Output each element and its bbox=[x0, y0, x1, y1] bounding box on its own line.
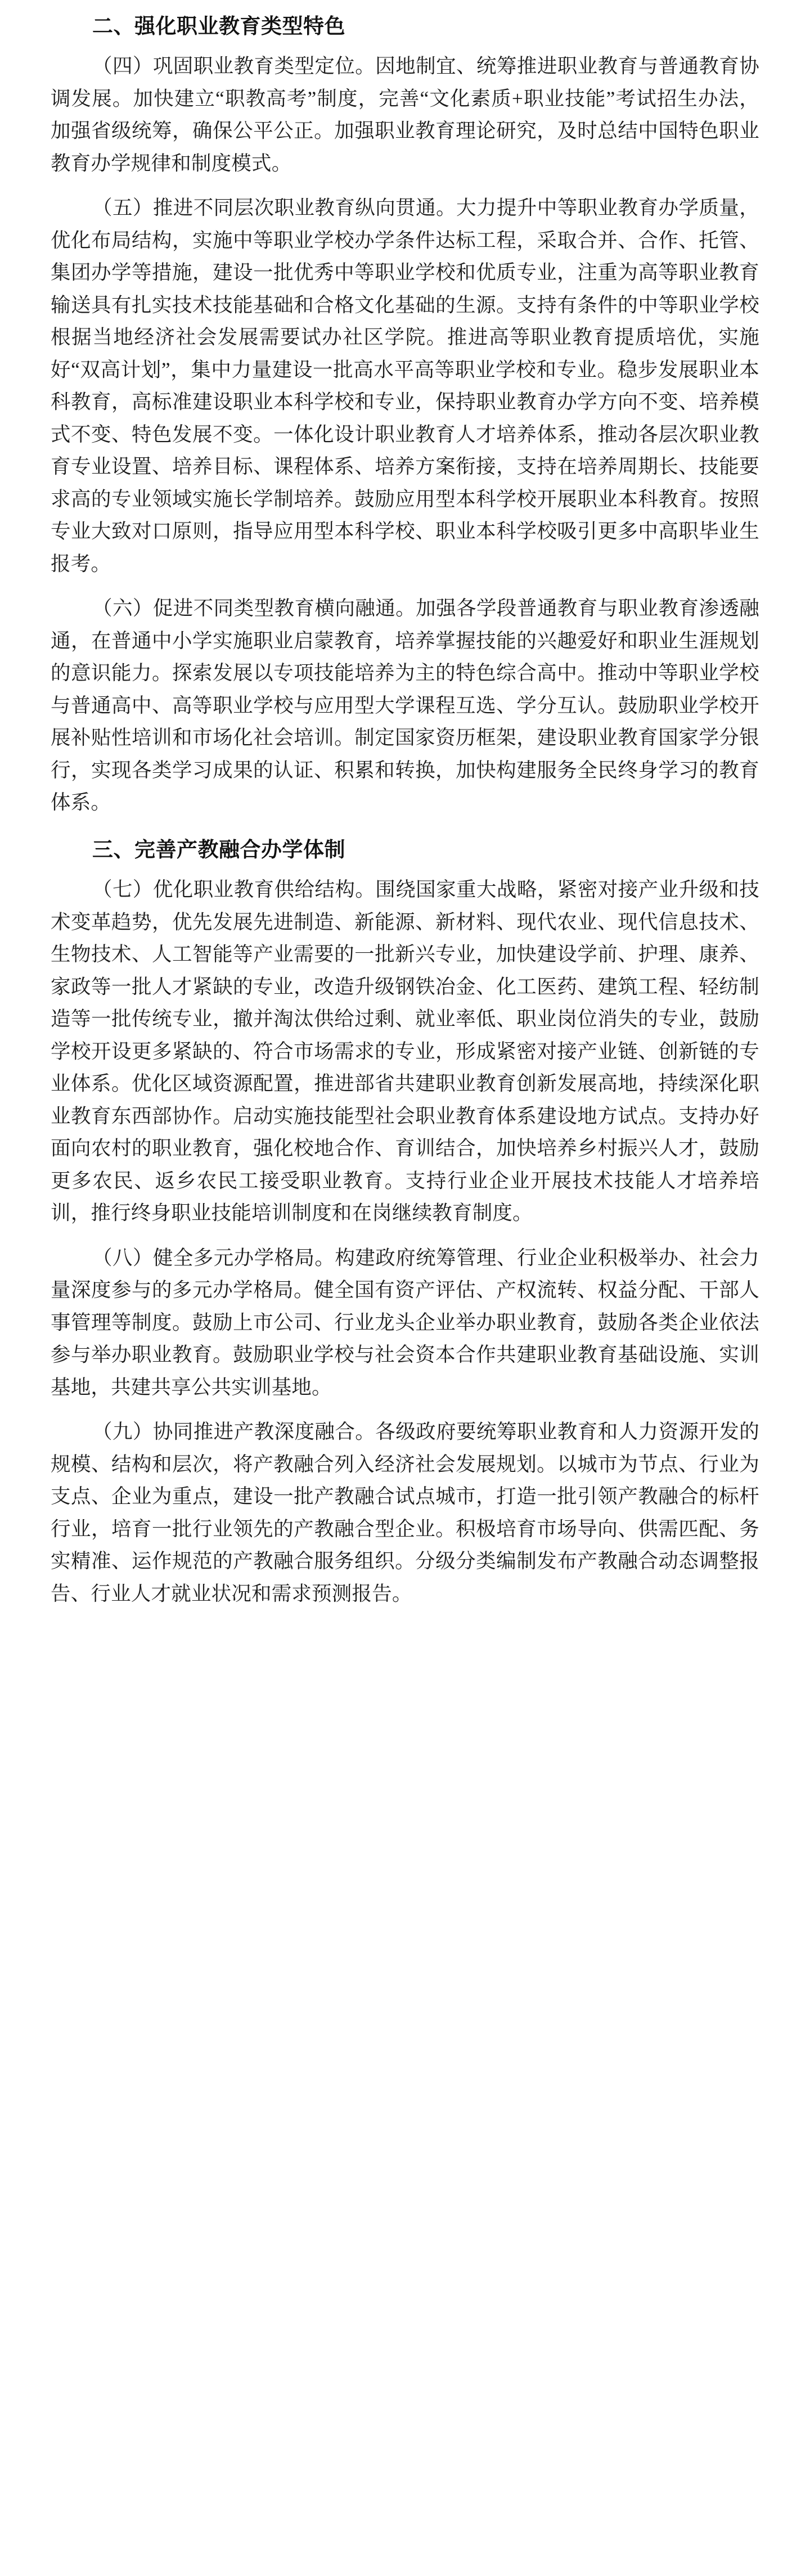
paragraph-7: （七）优化职业教育供给结构。围绕国家重大战略，紧密对接产业升级和技术变革趋势，优先发展先进制造、新能源、新材料、现代农业、现代信息技术、生物技术、人工智能等产业需要的一批新兴专业，加快建设学前、护理、康养、家政等一批人才紧缺的专业，改造升级钢铁冶金、化工医药、建筑工程、轻纺制造等一批传统专业，撤并淘汰供给过剩、就业率低、职业岗位消失的专业，鼓励学校开设更多紧缺的、符合市场需求的专业，形成紧密对接产业链、创新链的专业体系。优化区域资源配置，推进部省共建职业教育创新发展高地，持续深化职业教育东西部协作。启动实施技能型社会职业教育体系建设地方试点。支持办好面向农村的职业教育，强化校地合作、育训结合，加快培养乡村振兴人才，鼓励更多农民、返乡农民工接受职业教育。支持行业企业开展技术技能人才培养培训，推行终身职业技能培训制度和在岗继续教育制度。 bbox=[51, 878, 759, 1224]
section-heading-2: 二、强化职业教育类型特色 bbox=[92, 14, 345, 38]
paragraph-6: （六）促进不同类型教育横向融通。加强各学段普通教育与职业教育渗透融通，在普通中小学实施职业启蒙教育，培养掌握技能的兴趣爱好和职业生涯规划的意识能力。探索发展以专项技能培养为主的特色综合高中。推动中等职业学校与普通高中、高等职业学校与应用型大学课程互选、学分互认。鼓励职业学校开展补贴性培训和市场化社会培训。制定国家资历框架，建设职业教育国家学分银行，实现各类学习成果的认证、积累和转换，加快构建服务全民终身学习的教育体系。 bbox=[51, 597, 759, 814]
paragraph-4: （四）巩固职业教育类型定位。因地制宜、统筹推进职业教育与普通教育协调发展。加快建立“职教高考”制度，完善“文化素质+职业技能”考试招生办法，加强省级统筹，确保公平公正。加强职业教育理论研究，及时总结中国特色职业教育办学规律和制度模式。 bbox=[51, 55, 759, 174]
paragraph-8: （八）健全多元办学格局。构建政府统筹管理、行业企业积极举办、社会力量深度参与的多元办学格局。健全国有资产评估、产权流转、权益分配、干部人事管理等制度。鼓励上市公司、行业龙头企业举办职业教育，鼓励各类企业依法参与举办职业教育。鼓励职业学校与社会资本合作共建职业教育基础设施、实训基地，共建共享公共实训基地。 bbox=[51, 1246, 759, 1398]
paragraph-9: （九）协同推进产教深度融合。各级政府要统筹职业教育和人力资源开发的规模、结构和层次，将产教融合列入经济社会发展规划。以城市为节点、行业为支点、企业为重点，建设一批产教融合试点城市，打造一批引领产教融合的标杆行业，培育一批行业领先的产教融合型企业。积极培育市场导向、供需匹配、务实精准、运作规范的产教融合服务组织。分级分类编制发布产教融合动态调整报告、行业人才就业状况和需求预测报告。 bbox=[51, 1420, 759, 1605]
paragraph-5: （五）推进不同层次职业教育纵向贯通。大力提升中等职业教育办学质量，优化布局结构，实施中等职业学校办学条件达标工程，采取合并、合作、托管、集团办学等措施，建设一批优秀中等职业学校和优质专业，注重为高等职业教育输送具有扎实技术技能基础和合格文化基础的生源。支持有条件的中等职业学校根据当地经济社会发展需要试办社区学院。推进高等职业教育提质培优，实施好“双高计划”，集中力量建设一批高水平高等职业学校和专业。稳步发展职业本科教育，高标准建设职业本科学校和专业，保持职业教育办学方向不变、培养模式不变、特色发展不变。一体化设计职业教育人才培养体系，推动各层次职业教育专业设置、培养目标、课程体系、培养方案衔接，支持在培养周期长、技能要求高的专业领域实施长学制培养。鼓励应用型本科学校开展职业本科教育。按照专业大致对口原则，指导应用型本科学校、职业本科学校吸引更多中高职毕业生报考。 bbox=[51, 196, 759, 575]
section-heading-3: 三、完善产教融合办学体制 bbox=[92, 837, 345, 862]
